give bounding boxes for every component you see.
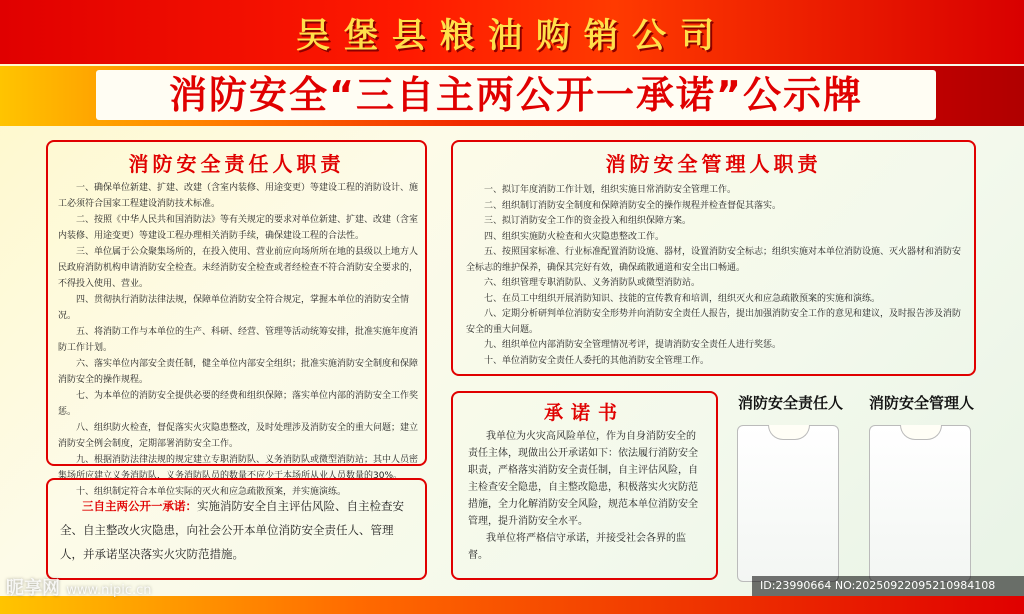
list-item: 二、按照《中华人民共和国消防法》等有关规定的要求对单位新建、扩建、改建（含室内装修、用途变更）等建设工程办理相关消防手续，确保建设工程的合法性。 [58, 215, 419, 241]
three-two-one-body: 实施消防安全自主评估风险、自主检查安全、自主整改火灾隐患，向社会公开本单位消防安全责任人、管理人，并承诺坚决落实火灾防范措施。 [60, 499, 404, 561]
responsible-person-label: 消防安全责任人 [738, 394, 844, 412]
responsible-duties-list [58, 180, 418, 500]
pledge-title: 承诺书 [543, 402, 625, 424]
manager-duties-list [466, 183, 966, 369]
list-item: 二、组织制订消防安全制度和保障消防安全的操作规程并检查督促其落实。 [484, 200, 782, 211]
list-item: 一、确保单位新建、扩建、改建（含室内装修、用途变更）等建设工程的消防设计、施工必须符合国家工程建设消防技术标准。 [58, 183, 419, 209]
list-item: 六、落实单位内部安全责任制，健全单位内部安全组织；批准实施消防安全制度和保障消防安全的操作规程。 [58, 359, 419, 385]
main-title: 消防安全“三自主两公开一承诺”公示牌 [169, 73, 863, 117]
photo-slot [900, 425, 942, 440]
three-two-one-text [60, 494, 416, 566]
manager-label: 消防安全管理人 [869, 394, 975, 412]
three-two-one-head: 三自主两公开一承诺： [82, 499, 197, 513]
list-item: 四、贯彻执行消防法律法规，保障单位消防安全符合规定，掌握本单位的消防安全情况。 [58, 295, 410, 321]
list-item: 八、定期分析研判单位消防安全形势并向消防安全责任人报告，提出加强消防安全工作的意见和建议，及时报告涉及消防安全的重大问题。 [466, 309, 962, 335]
list-item: 六、组织管理专职消防队、义务消防队或微型消防站。 [484, 278, 701, 288]
list-item: 七、为本单位的消防安全提供必要的经费和组织保障；落实单位内部的消防安全工作奖惩。 [58, 391, 419, 417]
list-item: 九、根据消防法律法规的规定建立专职消防队、义务消防队或微型消防站；其中人员密集场所应建立义务消防队，义务消防队员的数量不应少于本场所从业人员数量的30%。 [58, 455, 419, 481]
list-item: 一、拟订年度消防工作计划，组织实施日常消防安全管理工作。 [484, 185, 737, 195]
pledge-text [468, 428, 704, 564]
image-id-strip: ID:23990664 NO:20250922095210984108 [752, 576, 1024, 596]
manager-photo-frame [869, 425, 971, 582]
watermark [6, 574, 152, 600]
photo-slot [768, 425, 810, 440]
list-item: 五、按照国家标准、行业标准配置消防设施、器材，设置消防安全标志；组织实施对本单位消防设施、灭火器材和消防安全标志的维护保养，确保其完好有效，确保疏散通道和安全出口畅通。 [466, 247, 962, 273]
watermark-brand: 昵享网 [6, 578, 60, 599]
watermark-url: www.nipic.cn [66, 583, 152, 598]
list-item: 十、组织制定符合本单位实际的灭火和应急疏散预案，并实施演练。 [76, 487, 347, 497]
company-name: 吴堡县粮油购销公司 [296, 16, 728, 56]
list-item: 七、在员工中组织开展消防知识、技能的宣传教育和培训，组织灭火和应急疏散预案的实施和演练。 [484, 293, 881, 304]
list-item: 十、单位消防安全责任人委托的其他消防安全管理工作。 [484, 355, 710, 366]
list-item: 九、组织单位内部消防安全管理情况考评，提请消防安全责任人进行奖惩。 [484, 340, 782, 350]
bottom-banner [0, 596, 1024, 614]
responsible-duties-title: 消防安全责任人职责 [128, 152, 345, 176]
list-item: 四、组织实施防火检查和火灾隐患整改工作。 [484, 231, 665, 242]
manager-duties-title: 消防安全管理人职责 [605, 152, 822, 176]
pledge-paragraph: 我单位为火灾高风险单位，作为自身消防安全的责任主体，现做出公开承诺如下：依法履行消防安全职责，严格落实消防安全责任制，自主评估风险，自主检查安全隐患，自主整改隐患，积极落实火灾防范措施，全力化解消防安全风险，规范本单位消防安全管理，提升消防安全水平。 [468, 431, 698, 527]
pledge-paragraph: 我单位将严格信守承诺，并接受社会各界的监督。 [468, 533, 686, 561]
responsible-person-photo-frame [737, 425, 839, 582]
list-item: 三、单位属于公众聚集场所的，在投入使用、营业前应向场所所在地的县级以上地方人民政府消防机构申请消防安全检查。未经消防安全检查或者经检查不符合消防安全要求的，不得投入使用、营业。 [58, 247, 419, 289]
list-item: 五、将消防工作与本单位的生产、科研、经营、管理等活动统筹安排，批准实施年度消防工作计划。 [58, 327, 419, 353]
list-item: 三、拟订消防安全工作的资金投入和组织保障方案。 [484, 216, 692, 226]
list-item: 八、组织防火检查，督促落实火灾隐患整改，及时处理涉及消防安全的重大问题；建立消防安全例会制度，定期部署消防安全工作。 [58, 423, 419, 449]
